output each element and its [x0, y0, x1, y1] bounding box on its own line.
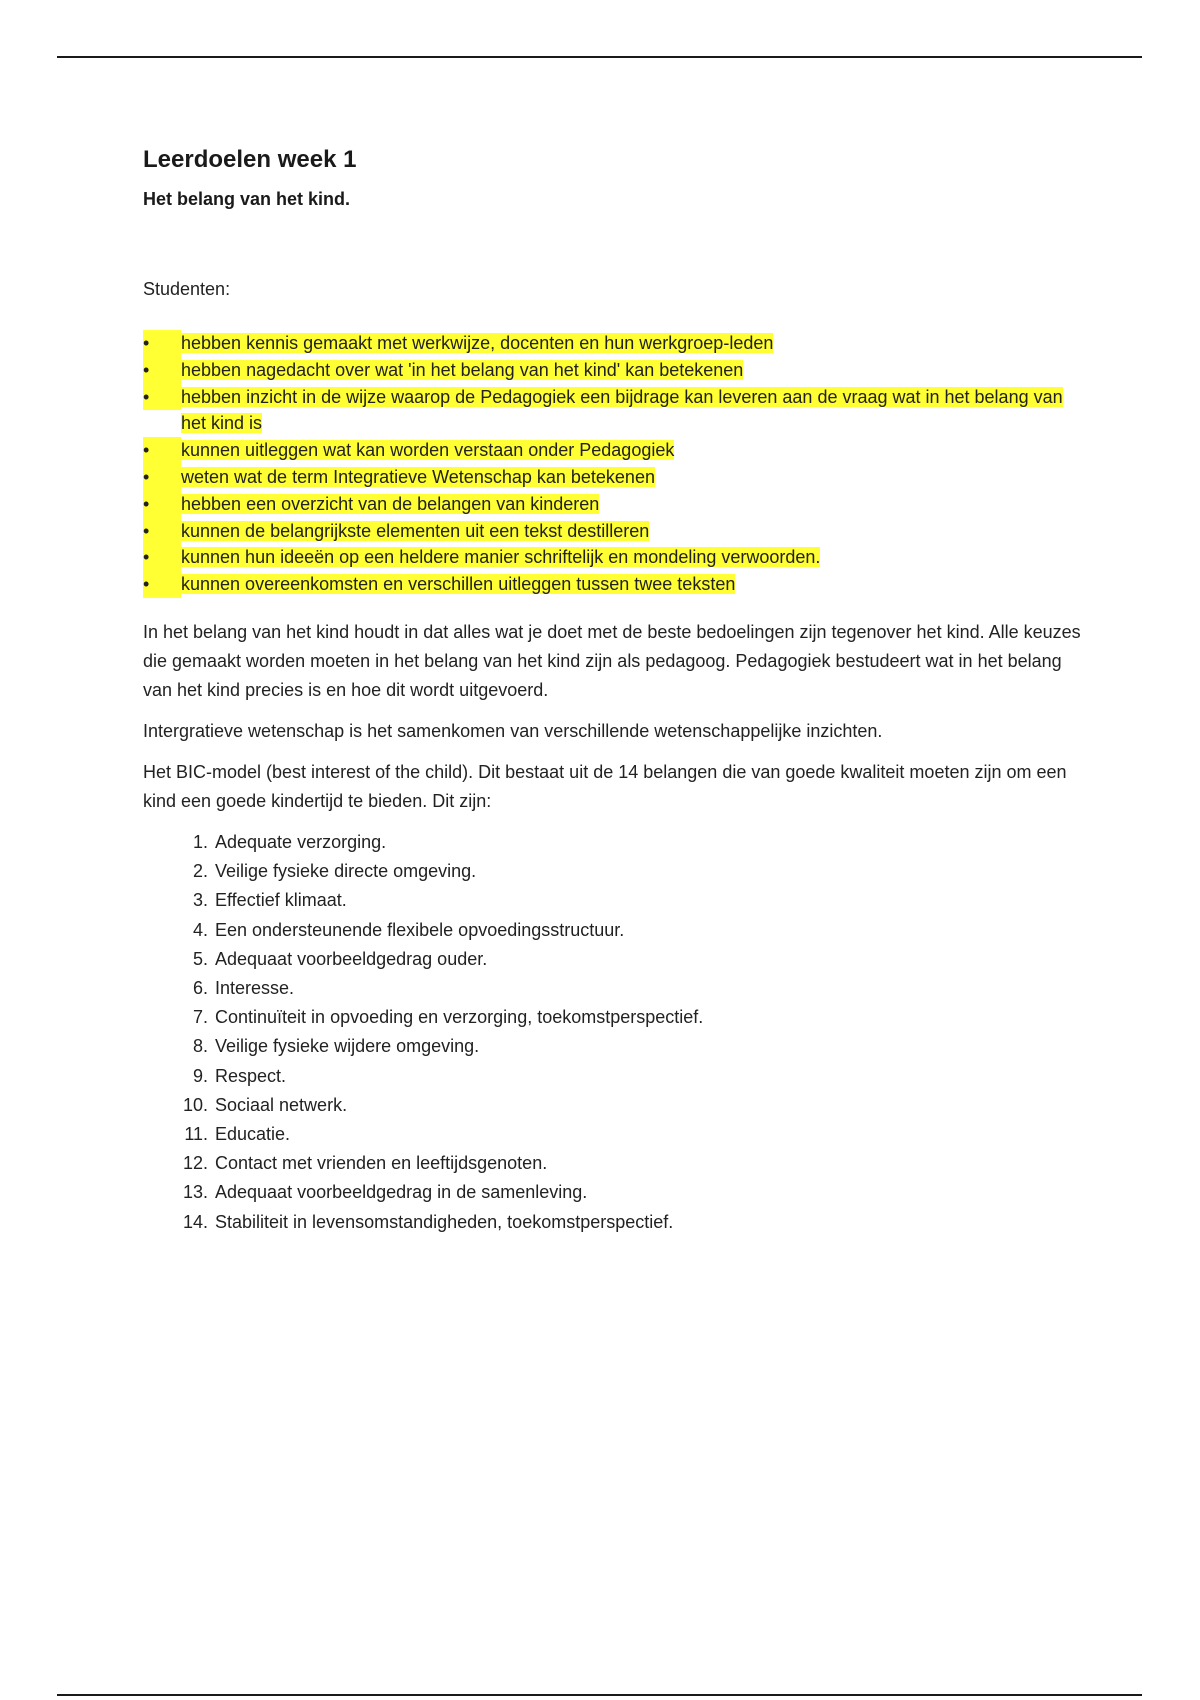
- list-text: Sociaal netwerk.: [215, 1094, 348, 1115]
- list-item: [143, 916, 1083, 945]
- list-number: 12.: [182, 1153, 208, 1174]
- page-title: Leerdoelen week 1: [143, 146, 357, 173]
- list-number: 14.: [182, 1211, 208, 1232]
- bullet-icon: •: [143, 571, 181, 598]
- list-number: 5.: [192, 948, 208, 969]
- paragraph-wetenschap: Intergratieve wetenschap is het samenkomen van verschillende wetenschappelijke inzichten.: [143, 720, 883, 741]
- learning-goals-list: [143, 330, 1083, 598]
- list-number: 9.: [192, 1065, 208, 1086]
- list-text: Adequaat voorbeeldgedrag in de samenleving.: [215, 1182, 588, 1203]
- bullet-icon: •: [143, 491, 181, 518]
- goal-text: hebben inzicht in de wijze waarop de Pedagogiek een bijdrage kan leveren aan de vraag wat in het belang van het kind is: [181, 386, 1063, 434]
- bottom-rule: [57, 1694, 1142, 1696]
- bullet-icon: •: [143, 437, 181, 464]
- list-item: [143, 330, 1083, 357]
- page-subtitle: Het belang van het kind.: [143, 189, 351, 209]
- list-item: [143, 1091, 1083, 1120]
- list-text: Effectief klimaat.: [215, 890, 347, 911]
- list-number: 10.: [182, 1094, 208, 1115]
- students-intro: Studenten:: [143, 279, 231, 299]
- list-number: 11.: [184, 1124, 208, 1144]
- list-number: 3.: [192, 890, 208, 911]
- list-text: Educatie.: [215, 1124, 291, 1144]
- bic-list: [143, 828, 1083, 1237]
- goal-text: hebben kennis gemaakt met werkwijze, docenten en hun werkgroep-leden: [181, 333, 774, 353]
- list-item: [143, 357, 1083, 384]
- goal-text: kunnen uitleggen wat kan worden verstaan onder Pedagogiek: [181, 440, 675, 461]
- list-item: [143, 518, 1083, 545]
- list-item: [143, 886, 1083, 915]
- goal-text: hebben een overzicht van de belangen van kinderen: [181, 493, 600, 514]
- list-text: Continuïteit in opvoeding en verzorging, toekomstperspectief.: [215, 1007, 704, 1028]
- goal-text: kunnen overeenkomsten en verschillen uitleggen tussen twee teksten: [181, 574, 736, 595]
- bullet-icon: •: [143, 518, 181, 545]
- list-text: Veilige fysieke directe omgeving.: [215, 861, 477, 882]
- bullet-icon: •: [143, 357, 181, 384]
- bullet-icon: •: [143, 330, 181, 357]
- list-item: [143, 464, 1083, 491]
- list-number: 1.: [192, 831, 208, 852]
- top-rule: [57, 56, 1142, 58]
- paragraph-belang: In het belang van het kind houdt in dat alles wat je doet met de beste bedoelingen zijn tegenover het kind. Alle keuzes die gemaakt worden moeten in het belang van het kind zijn als pedagoog. Pedagogiek bestudeert wat in het belang van het kind precies is en hoe dit wordt uitgevoerd.: [143, 621, 1081, 700]
- list-text: Een ondersteunende flexibele opvoedingsstructuur.: [215, 919, 625, 940]
- list-number: 2.: [192, 861, 208, 882]
- list-text: Contact met vrienden en leeftijdsgenoten.: [215, 1153, 548, 1174]
- list-text: Veilige fysieke wijdere omgeving.: [215, 1036, 480, 1057]
- list-text: Adequaat voorbeeldgedrag ouder.: [215, 948, 488, 969]
- bullet-icon: •: [143, 544, 181, 571]
- goal-text: kunnen de belangrijkste elementen uit een tekst destilleren: [181, 520, 650, 541]
- goal-text: kunnen hun ideeën op een heldere manier schriftelijk en mondeling verwoorden.: [181, 547, 821, 568]
- list-text: Respect.: [215, 1065, 287, 1086]
- document-body: [143, 140, 1083, 1237]
- goal-text: weten wat de term Integratieve Wetenschap kan betekenen: [181, 466, 655, 487]
- list-item: [143, 1062, 1083, 1091]
- list-item: [143, 828, 1083, 857]
- list-item: [143, 945, 1083, 974]
- bullet-icon: •: [143, 464, 181, 491]
- list-item: [143, 974, 1083, 1003]
- list-number: 8.: [192, 1036, 208, 1057]
- list-text: Adequate verzorging.: [215, 831, 387, 852]
- bullet-icon: •: [143, 384, 181, 411]
- list-item: [143, 491, 1083, 518]
- list-item: [143, 1149, 1083, 1178]
- list-item: [143, 571, 1083, 598]
- list-item: [143, 1120, 1083, 1149]
- list-item: [143, 544, 1083, 571]
- list-item: [143, 857, 1083, 886]
- goal-text: hebben nagedacht over wat 'in het belang van het kind' kan betekenen: [181, 359, 744, 380]
- list-number: 7.: [192, 1007, 208, 1028]
- list-text: Stabiliteit in levensomstandigheden, toekomstperspectief.: [215, 1211, 674, 1232]
- paragraph-bic-model: Het BIC-model (best interest of the child). Dit bestaat uit de 14 belangen die van goede kwaliteit moeten zijn om een kind een goede kindertijd te bieden. Dit zijn:: [143, 761, 1067, 811]
- list-number: 13.: [182, 1182, 208, 1203]
- list-item: [143, 1208, 1083, 1237]
- list-item: [143, 1178, 1083, 1207]
- list-item: [143, 437, 1083, 464]
- list-item: [143, 1003, 1083, 1032]
- list-item: [143, 384, 1083, 438]
- list-number: 6.: [192, 977, 208, 998]
- list-number: 4.: [192, 919, 208, 940]
- list-text: Interesse.: [215, 977, 295, 998]
- list-item: [143, 1032, 1083, 1061]
